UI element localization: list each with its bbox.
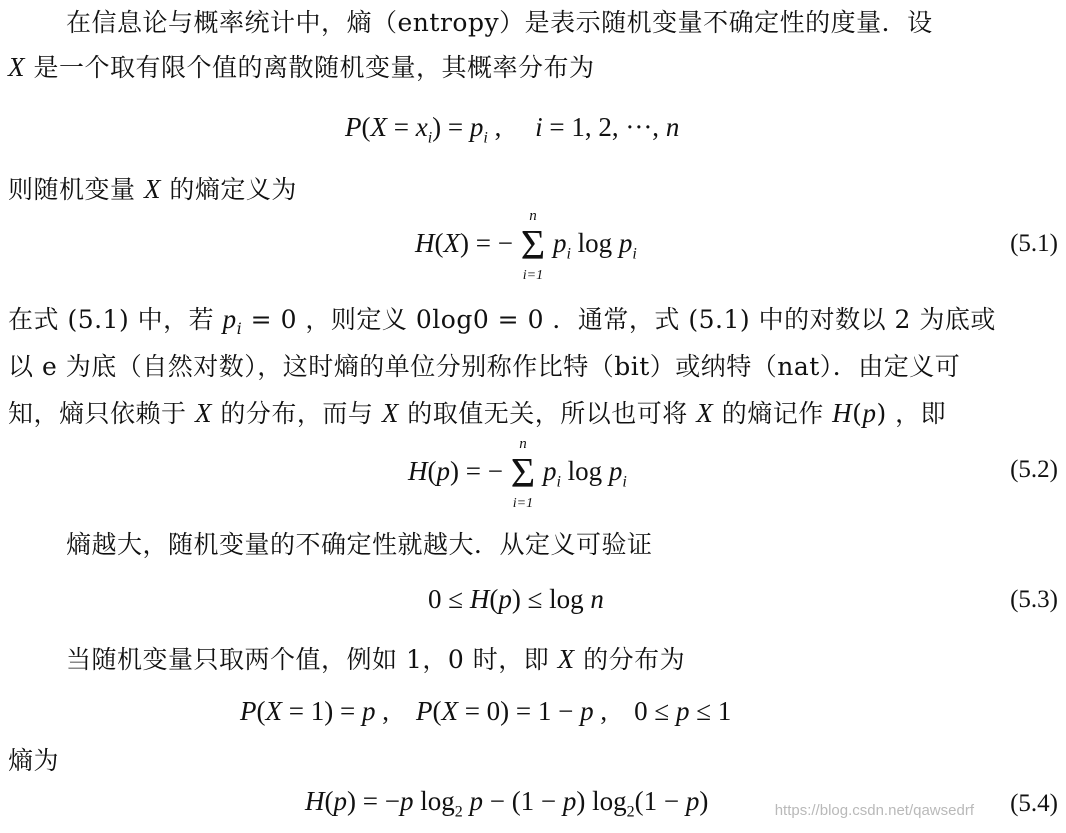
sum-symbol: n Σ i=1 [520, 208, 546, 283]
formula-5-4: H(p) = −p $\log_2 p - (1 - p) \log_2(1 - p)$ [305, 786, 709, 821]
paragraph-line: 在式 (5.1) 中，若 $p_i = 0$ ，则定义 0log0 = 0 ．通常，式 (5.1) 中的对数以 2 为底或 [8, 304, 996, 338]
paragraph-line: 在信息论与概率统计中，熵（entropy）是表示随机变量不确定性的度量．设 [66, 8, 933, 37]
equation-number: (5.3) [1010, 586, 1058, 613]
paragraph-line: X 是一个取有限个值的离散随机变量，其概率分布为 [8, 52, 595, 82]
equation-number: (5.4) [1010, 790, 1058, 817]
formula-5-3: 0 ≤ H(p) ≤ log n [428, 584, 604, 614]
paragraph-line: 知，熵只依赖于 X 的分布，而与 X 的取值无关，所以也可将 X 的熵记作 H(p) ，即 [8, 398, 947, 428]
paragraph-line: 当随机变量只取两个值，例如 1，0 时，即 X 的分布为 [66, 644, 686, 674]
paragraph-line: 以 e 为底（自然对数），这时熵的单位分别称作比特（bit）或纳特（nat）．由定义可 [8, 352, 961, 381]
equation-number: (5.2) [1010, 456, 1058, 483]
watermark: https://blog.csdn.net/qawsedrf [774, 802, 974, 819]
equation-number: (5.1) [1010, 230, 1058, 257]
formula-5-1: H(X) = − n Σ i=1 $p_i$ $\log p_i$ [415, 208, 637, 283]
paragraph-line: 则随机变量 X 的熵定义为 [8, 174, 297, 204]
paragraph-line: 熵为 [8, 746, 60, 775]
sum-symbol: n Σ i=1 [510, 436, 536, 511]
formula-5-2: H(p) = − n Σ i=1 $p_i$ $\log p_i$ [408, 436, 627, 511]
formula-binary-distribution: P(X = 1) = p , P(X = 0) = 1 − p , 0 ≤ p ≤ 1 [240, 696, 732, 726]
paragraph-line: 熵越大，随机变量的不确定性就越大．从定义可验证 [66, 530, 653, 559]
formula-distribution: $P(X = x_i) = p_i$ , i = 1, 2, ···, n [345, 112, 680, 147]
